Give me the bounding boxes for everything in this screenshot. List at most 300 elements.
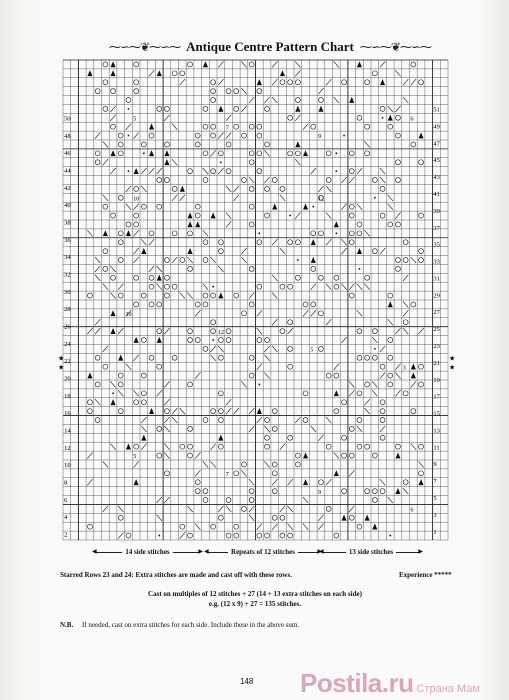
- yarn-over-symbol: [249, 62, 254, 67]
- yarn-over-symbol: [311, 266, 316, 271]
- yarn-over-symbol: [334, 409, 339, 414]
- ssk-symbol: [403, 97, 408, 103]
- yarn-over-symbol: [357, 444, 362, 449]
- k2tog-symbol: [172, 257, 177, 263]
- ssk-symbol: [272, 97, 277, 103]
- yarn-over-symbol: [265, 338, 270, 343]
- yarn-over-symbol: [203, 178, 208, 183]
- sk2p-symbol: [272, 204, 277, 210]
- ssk-symbol: [303, 497, 308, 503]
- yarn-over-symbol: [311, 231, 316, 236]
- purl-dot-symbol: [389, 535, 391, 537]
- row-label-right: 25: [433, 326, 440, 334]
- sk2p-symbol: [334, 221, 339, 227]
- purl-dot-symbol: [128, 135, 130, 137]
- k2tog-symbol: [295, 70, 300, 76]
- ssk-symbol: [334, 97, 339, 103]
- ssk-symbol: [372, 390, 377, 396]
- yarn-over-symbol: [249, 302, 254, 307]
- purl-dot-symbol: [258, 384, 260, 386]
- ssk-symbol: [257, 328, 262, 334]
- yarn-over-symbol: [95, 89, 100, 94]
- row-label-right: 33: [433, 258, 440, 266]
- star-icon: ★: [58, 363, 65, 372]
- yarn-over-symbol: [134, 444, 139, 449]
- k2tog-symbol: [103, 346, 108, 352]
- yarn-over-symbol: [164, 275, 169, 280]
- yarn-over-symbol: [118, 409, 123, 414]
- ssk-symbol: [218, 346, 223, 352]
- ssk-symbol: [272, 275, 277, 281]
- ssk-symbol: [110, 381, 115, 387]
- yarn-over-symbol: [342, 80, 347, 85]
- sk2p-symbol: [87, 70, 92, 76]
- k2tog-symbol: [280, 506, 285, 512]
- star-icon: ★: [449, 363, 456, 372]
- yarn-over-symbol: [372, 498, 377, 503]
- k2tog-symbol: [341, 204, 346, 210]
- row-label-right: 21: [433, 359, 440, 367]
- yarn-over-symbol: [311, 124, 316, 129]
- yarn-over-symbol: [357, 329, 362, 334]
- ssk-symbol: [95, 275, 100, 281]
- yarn-over-symbol: [249, 489, 254, 494]
- yarn-over-symbol: [265, 106, 270, 111]
- yarn-over-symbol: [87, 409, 92, 414]
- yarn-over-symbol: [111, 124, 116, 129]
- yarn-over-symbol: [311, 302, 316, 307]
- yarn-over-symbol: [342, 453, 347, 458]
- ssk-symbol: [411, 257, 416, 263]
- k2tog-symbol: [95, 328, 100, 334]
- k2tog-symbol: [218, 79, 223, 85]
- ssk-symbol: [172, 159, 177, 165]
- ssk-symbol: [388, 319, 393, 325]
- yarn-over-symbol: [257, 240, 262, 245]
- stitch-count-number: 7: [225, 125, 229, 132]
- sk2p-symbol: [149, 408, 154, 414]
- yarn-over-symbol: [157, 329, 162, 334]
- yarn-over-symbol: [403, 391, 408, 396]
- k2tog-symbol: [264, 97, 269, 103]
- yarn-over-symbol: [103, 62, 108, 67]
- yarn-over-symbol: [195, 142, 200, 147]
- yarn-over-symbol: [118, 293, 123, 298]
- ssk-symbol: [357, 204, 362, 210]
- yarn-over-symbol: [188, 169, 193, 174]
- repeat-stitches: ◀ Repeats of 12 stitches ▶: [207, 545, 319, 559]
- k2tog-symbol: [226, 221, 231, 227]
- sk2p-symbol: [111, 70, 116, 76]
- yarn-over-symbol: [257, 124, 262, 129]
- row-label-right: 41: [433, 191, 440, 198]
- k2tog-symbol: [403, 275, 408, 281]
- yarn-over-symbol: [318, 346, 323, 351]
- k2tog-symbol: [257, 417, 262, 423]
- cast-on-note: Cast on multiples of 12 stitches + 27 (14 + 13 extra stitches on each side): [148, 590, 362, 598]
- k2tog-symbol: [164, 497, 169, 503]
- ssk-symbol: [341, 284, 346, 290]
- yarn-over-symbol: [342, 400, 347, 405]
- yarn-over-symbol: [234, 471, 239, 476]
- yarn-over-symbol: [172, 71, 177, 76]
- yarn-over-symbol: [249, 355, 254, 360]
- sk2p-symbol: [141, 435, 146, 441]
- yarn-over-symbol: [226, 89, 231, 94]
- yarn-over-symbol: [280, 186, 285, 191]
- k2tog-symbol: [133, 355, 138, 361]
- k2tog-symbol: [349, 390, 354, 396]
- k2tog-symbol: [226, 408, 231, 414]
- yarn-over-symbol: [365, 151, 370, 156]
- k2tog-symbol: [303, 124, 308, 130]
- yarn-over-symbol: [211, 124, 216, 129]
- k2tog-symbol: [272, 524, 277, 530]
- yarn-over-symbol: [419, 471, 424, 476]
- nb-note: If needed, cast on extra stitches for each side. Include these in the above sum.: [82, 621, 300, 629]
- k2tog-symbol: [257, 364, 262, 370]
- yarn-over-symbol: [134, 302, 139, 307]
- purl-dot-symbol: [312, 206, 314, 208]
- k2tog-symbol: [395, 390, 400, 396]
- k2tog-symbol: [234, 186, 239, 192]
- k2tog-symbol: [357, 168, 362, 174]
- purl-dot-symbol: [374, 348, 376, 350]
- yarn-over-symbol: [395, 178, 400, 183]
- row-label-right: 49: [433, 123, 440, 131]
- yarn-over-symbol: [218, 391, 223, 396]
- row-label-left: 50: [64, 115, 71, 123]
- yarn-over-symbol: [188, 533, 193, 538]
- yarn-over-symbol: [349, 231, 354, 236]
- yarn-over-symbol: [157, 302, 162, 307]
- sk2p-symbol: [188, 221, 193, 227]
- yarn-over-symbol: [203, 240, 208, 245]
- k2tog-symbol: [403, 79, 408, 85]
- k2tog-symbol: [164, 328, 169, 334]
- ssk-symbol: [103, 141, 108, 147]
- row-label-right: 43: [433, 174, 440, 182]
- yarn-over-symbol: [141, 204, 146, 209]
- yarn-over-symbol: [226, 533, 231, 538]
- yarn-over-symbol: [249, 373, 254, 378]
- k2tog-symbol: [287, 328, 292, 334]
- yarn-over-symbol: [241, 178, 246, 183]
- yarn-over-symbol: [141, 142, 146, 147]
- ssk-symbol: [203, 284, 208, 290]
- yarn-over-symbol: [288, 115, 293, 120]
- yarn-over-symbol: [257, 338, 262, 343]
- yarn-over-symbol: [203, 293, 208, 298]
- yarn-over-symbol: [126, 222, 131, 227]
- ssk-symbol: [210, 355, 215, 361]
- sk2p-symbol: [134, 168, 139, 174]
- ssk-symbol: [103, 284, 108, 290]
- sk2p-symbol: [111, 310, 116, 316]
- yarn-over-symbol: [395, 133, 400, 138]
- yarn-over-symbol: [288, 240, 293, 245]
- yarn-over-symbol: [218, 355, 223, 360]
- yarn-over-symbol: [195, 133, 200, 138]
- ssk-symbol: [388, 195, 393, 201]
- sk2p-symbol: [395, 488, 400, 494]
- ssk-symbol: [326, 212, 331, 218]
- ssk-symbol: [103, 195, 108, 201]
- k2tog-symbol: [95, 319, 100, 325]
- k2tog-symbol: [164, 399, 169, 405]
- k2tog-symbol: [249, 426, 254, 432]
- yarn-over-symbol: [326, 444, 331, 449]
- yarn-over-symbol: [280, 329, 285, 334]
- k2tog-symbol: [403, 310, 408, 316]
- row-label-right: 7: [433, 478, 437, 486]
- k2tog-symbol: [272, 479, 277, 485]
- k2tog-symbol: [280, 444, 285, 450]
- ssk-symbol: [172, 417, 177, 423]
- stitch-count-number: 12: [318, 196, 325, 203]
- yarn-over-symbol: [118, 195, 123, 200]
- yarn-over-symbol: [318, 231, 323, 236]
- sk2p-symbol: [303, 479, 308, 485]
- yarn-over-symbol: [218, 409, 223, 414]
- yarn-over-symbol: [349, 426, 354, 431]
- row-label-left: 2: [64, 531, 68, 539]
- yarn-over-symbol: [357, 418, 362, 423]
- k2tog-symbol: [149, 70, 154, 76]
- yarn-over-symbol: [419, 249, 424, 254]
- yarn-over-symbol: [95, 355, 100, 360]
- yarn-over-symbol: [380, 409, 385, 414]
- yarn-over-symbol: [257, 151, 262, 156]
- sk2p-symbol: [157, 337, 162, 343]
- ssk-symbol: [311, 426, 316, 432]
- row-label-right: 13: [433, 427, 440, 435]
- yarn-over-symbol: [372, 453, 377, 458]
- sk2p-symbol: [195, 221, 200, 227]
- yarn-over-symbol: [295, 453, 300, 458]
- k2tog-symbol: [218, 506, 223, 512]
- yarn-over-symbol: [357, 355, 362, 360]
- sk2p-symbol: [280, 70, 285, 76]
- yarn-over-symbol: [134, 89, 139, 94]
- yarn-over-symbol: [195, 213, 200, 218]
- k2tog-symbol: [210, 444, 215, 450]
- yarn-over-symbol: [372, 71, 377, 76]
- row-label-left: 30: [64, 288, 71, 296]
- ssk-symbol: [357, 426, 362, 432]
- k2tog-symbol: [318, 435, 323, 441]
- yarn-over-symbol: [218, 151, 223, 156]
- yarn-over-symbol: [188, 382, 193, 387]
- k2tog-symbol: [257, 524, 262, 530]
- yarn-over-symbol: [372, 329, 377, 334]
- k2tog-symbol: [210, 346, 215, 352]
- ssk-symbol: [141, 186, 146, 192]
- ssk-symbol: [141, 239, 146, 245]
- yarn-over-symbol: [380, 186, 385, 191]
- yarn-over-symbol: [218, 240, 223, 245]
- yarn-over-symbol: [111, 213, 116, 218]
- ssk-symbol: [241, 88, 246, 94]
- ssk-symbol: [303, 524, 308, 530]
- yarn-over-symbol: [103, 204, 108, 209]
- k2tog-symbol: [341, 248, 346, 254]
- row-label-right: 3: [433, 511, 437, 519]
- ssk-symbol: [264, 150, 269, 156]
- yarn-over-symbol: [349, 293, 354, 298]
- purl-dot-symbol: [335, 170, 337, 172]
- k2tog-symbol: [195, 470, 200, 476]
- sk2p-symbol: [118, 355, 123, 361]
- ssk-symbol: [364, 230, 369, 236]
- yarn-over-symbol: [380, 418, 385, 423]
- yarn-over-symbol: [288, 435, 293, 440]
- yarn-over-symbol: [357, 115, 362, 120]
- sk2p-symbol: [318, 106, 323, 112]
- yarn-over-symbol: [188, 338, 193, 343]
- yarn-over-symbol: [164, 284, 169, 289]
- ssk-symbol: [203, 461, 208, 467]
- purl-dot-symbol: [128, 108, 130, 110]
- yarn-over-symbol: [134, 222, 139, 227]
- ssk-symbol: [126, 204, 131, 210]
- sk2p-symbol: [388, 115, 393, 121]
- ssk-symbol: [241, 470, 246, 476]
- yarn-over-symbol: [303, 391, 308, 396]
- yarn-over-symbol: [257, 169, 262, 174]
- ssk-symbol: [280, 248, 285, 254]
- yarn-over-symbol: [265, 435, 270, 440]
- k2tog-symbol: [95, 266, 100, 272]
- k2tog-symbol: [133, 132, 138, 138]
- k2tog-symbol: [210, 150, 215, 156]
- sk2p-symbol: [334, 390, 339, 396]
- sk2p-symbol: [357, 248, 362, 254]
- page-number: 148: [240, 677, 254, 686]
- yarn-over-symbol: [211, 409, 216, 414]
- yarn-over-symbol: [419, 160, 424, 165]
- ssk-symbol: [172, 124, 177, 130]
- row-label-left: 6: [64, 496, 68, 504]
- yarn-over-symbol: [203, 258, 208, 263]
- k2tog-symbol: [411, 79, 416, 85]
- k2tog-symbol: [226, 115, 231, 121]
- row-label-left: 16: [64, 410, 71, 418]
- ssk-symbol: [195, 524, 200, 530]
- k2tog-symbol: [318, 186, 323, 192]
- yarn-over-symbol: [218, 515, 223, 520]
- ssk-symbol: [264, 426, 269, 432]
- yarn-over-symbol: [388, 338, 393, 343]
- k2tog-symbol: [303, 310, 308, 316]
- k2tog-symbol: [226, 132, 231, 138]
- k2tog-symbol: [133, 230, 138, 236]
- left-flourish-icon: ⁓∽⁓❦⁓∽⁓: [109, 39, 181, 54]
- ssk-symbol: [372, 337, 377, 343]
- yarn-over-symbol: [141, 373, 146, 378]
- ssk-symbol: [157, 266, 162, 272]
- ssk-symbol: [264, 372, 269, 378]
- k2tog-symbol: [149, 239, 154, 245]
- yarn-over-symbol: [288, 80, 293, 85]
- stitch-count-number: 12: [218, 329, 224, 336]
- ssk-symbol: [241, 257, 246, 263]
- yarn-over-symbol: [257, 89, 262, 94]
- star-icon: ★: [449, 354, 456, 363]
- yarn-over-symbol: [342, 435, 347, 440]
- yarn-over-symbol: [218, 338, 223, 343]
- star-icon: ★: [58, 354, 65, 363]
- k2tog-symbol: [195, 310, 200, 316]
- k2tog-symbol: [326, 79, 331, 85]
- yarn-over-symbol: [172, 231, 177, 236]
- stitch-count-number: 3: [402, 365, 406, 372]
- k2tog-symbol: [264, 177, 269, 183]
- yarn-over-symbol: [134, 62, 139, 67]
- yarn-over-symbol: [195, 338, 200, 343]
- k2tog-symbol: [118, 328, 123, 334]
- ssk-symbol: [103, 461, 108, 467]
- yarn-over-symbol: [388, 355, 393, 360]
- yarn-over-symbol: [172, 284, 177, 289]
- sk2p-symbol: [395, 452, 400, 458]
- purl-dot-symbol: [258, 232, 260, 234]
- yarn-over-symbol: [403, 240, 408, 245]
- k2tog-symbol: [241, 106, 246, 112]
- k2tog-symbol: [272, 239, 277, 245]
- ssk-symbol: [87, 230, 92, 236]
- yarn-over-symbol: [265, 444, 270, 449]
- yarn-over-symbol: [349, 515, 354, 520]
- purl-dot-symbol: [297, 259, 299, 261]
- yarn-over-symbol: [87, 400, 92, 405]
- sk2p-symbol: [419, 479, 424, 485]
- k2tog-symbol: [218, 132, 223, 138]
- yarn-over-symbol: [388, 373, 393, 378]
- yarn-over-symbol: [241, 311, 246, 316]
- k2tog-symbol: [418, 328, 423, 334]
- sk2p-symbol: [357, 61, 362, 67]
- yarn-over-symbol: [357, 524, 362, 529]
- yarn-over-symbol: [118, 258, 123, 263]
- purl-dot-symbol: [220, 161, 222, 163]
- k2tog-symbol: [318, 88, 323, 94]
- yarn-over-symbol: [211, 524, 216, 529]
- k2tog-symbol: [395, 212, 400, 218]
- yarn-over-symbol: [149, 302, 154, 307]
- yarn-over-symbol: [234, 524, 239, 529]
- k2tog-symbol: [234, 195, 239, 201]
- yarn-over-symbol: [419, 444, 424, 449]
- yarn-over-symbol: [234, 89, 239, 94]
- page-title: Antique Centre Pattern Chart: [186, 39, 354, 54]
- k2tog-symbol: [249, 506, 254, 512]
- sk2p-symbol: [126, 230, 131, 236]
- yarn-over-symbol: [211, 329, 216, 334]
- row-label-left: 46: [64, 150, 71, 158]
- yarn-over-symbol: [157, 106, 162, 111]
- ssk-symbol: [403, 301, 408, 307]
- yarn-over-symbol: [164, 471, 169, 476]
- yarn-over-symbol: [249, 186, 254, 191]
- ssk-symbol: [249, 515, 254, 521]
- sk2p-symbol: [180, 186, 185, 192]
- yarn-over-symbol: [272, 489, 277, 494]
- yarn-over-symbol: [388, 124, 393, 129]
- stitch-count-number: 6: [410, 116, 414, 123]
- row-label-left: 38: [64, 219, 71, 227]
- k2tog-symbol: [287, 479, 292, 485]
